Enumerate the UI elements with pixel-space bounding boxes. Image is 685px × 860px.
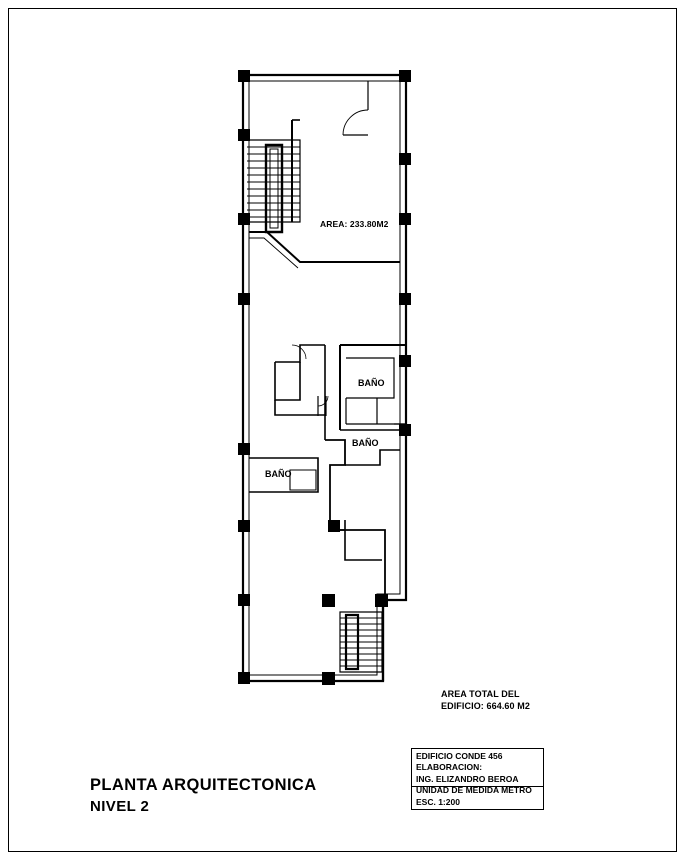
title-block-elaboration-label: ELABORACION:	[416, 762, 483, 773]
plan-title-line-2: NIVEL 2	[90, 798, 150, 815]
total-area-line-2: EDIFICIO: 664.60 M2	[441, 700, 530, 711]
room-label-bano-3: BAÑO	[265, 469, 292, 479]
page-title	[90, 774, 317, 818]
title-block-project: EDIFICIO CONDE 456	[416, 751, 503, 761]
area-label: AREA: 233.80M2	[320, 219, 389, 229]
total-area-note	[441, 689, 530, 712]
total-area-line-1: AREA TOTAL DEL	[441, 689, 520, 699]
room-label-bano-2: BAÑO	[352, 438, 379, 448]
title-block	[411, 748, 544, 810]
room-label-bano-1: BAÑO	[358, 378, 385, 388]
title-block-divider	[411, 786, 544, 787]
plan-title-line-1: PLANTA ARQUITECTONICA	[90, 776, 317, 794]
title-block-author: ING. ELIZANDRO BEROA	[416, 773, 519, 784]
title-block-unit: UNIDAD DE MEDIDA METRO	[416, 785, 532, 796]
title-block-scale: ESC. 1:200	[416, 796, 460, 807]
